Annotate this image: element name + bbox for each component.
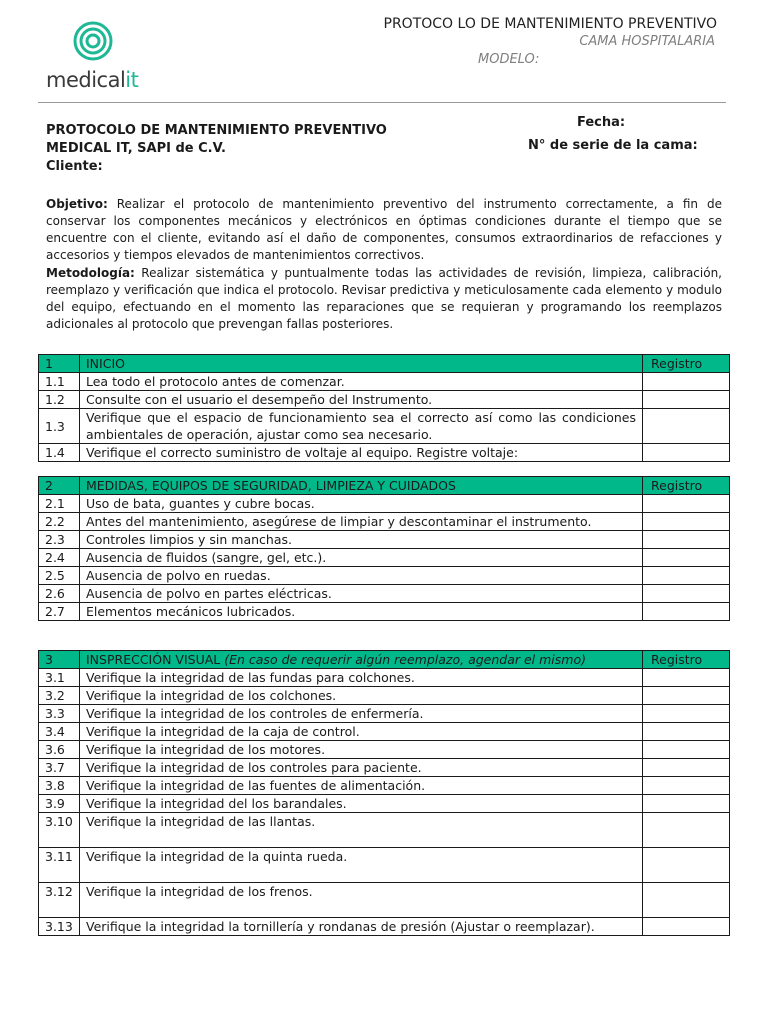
objective-label: Objetivo: <box>46 197 108 211</box>
row-number: 3.11 <box>39 848 80 883</box>
objective-paragraph <box>46 196 722 264</box>
table-row <box>39 409 730 444</box>
row-number: 3.9 <box>39 795 80 813</box>
registro-cell[interactable] <box>643 883 730 918</box>
section-title <box>80 651 643 669</box>
section-note: (En caso de requerir algún reemplazo, agendar el mismo) <box>224 652 586 667</box>
table-row <box>39 669 730 687</box>
table-row <box>39 883 730 918</box>
date-label: Fecha: <box>577 115 626 130</box>
company-name: MEDICAL IT, SAPI de C.V. <box>46 141 226 156</box>
registro-cell[interactable] <box>643 495 730 513</box>
registro-cell[interactable] <box>643 687 730 705</box>
row-text: Verifique la integridad de las fundas para colchones. <box>80 669 643 687</box>
section-title: INICIO <box>80 355 643 373</box>
section-number: 2 <box>39 477 80 495</box>
row-number: 3.7 <box>39 759 80 777</box>
registro-cell[interactable] <box>643 848 730 883</box>
protocol-title: PROTOCOLO DE MANTENIMIENTO PREVENTIVO <box>46 123 387 138</box>
table-row <box>39 567 730 585</box>
table-inicio <box>38 354 730 462</box>
row-number: 2.4 <box>39 549 80 567</box>
registro-header: Registro <box>643 355 730 373</box>
row-number: 2.3 <box>39 531 80 549</box>
table-row <box>39 585 730 603</box>
row-text: Verifique la integridad de la quinta rueda. <box>80 848 643 883</box>
row-number: 2.1 <box>39 495 80 513</box>
registro-cell[interactable] <box>643 409 730 444</box>
row-number: 3.10 <box>39 813 80 848</box>
table-row <box>39 531 730 549</box>
row-number: 1.3 <box>39 409 80 444</box>
table-row <box>39 549 730 567</box>
row-number: 3.3 <box>39 705 80 723</box>
row-text: Verifique la integridad de los frenos. <box>80 883 643 918</box>
table-row <box>39 495 730 513</box>
registro-cell[interactable] <box>643 567 730 585</box>
document-header-subtitle: CAMA HOSPITALARIA <box>579 34 715 49</box>
methodology-text: Realizar sistemática y puntualmente todas las actividades de revisión, limpieza, calibración, reemplazo y verificación que indica el protocolo. Revisar predictiva y meticulosamente cada elemento y modulo del equipo, efectuando en el momento las reparaciones que se requieran y programando los reemplazos adicionales al protocolo que prevengan fallas posteriores. <box>46 266 722 331</box>
row-text: Verifique la integridad de los controles de enfermería. <box>80 705 643 723</box>
table-row <box>39 848 730 883</box>
registro-cell[interactable] <box>643 513 730 531</box>
registro-header: Registro <box>643 477 730 495</box>
document-header-title: PROTOCO LO DE MANTENIMIENTO PREVENTIVO <box>383 16 717 32</box>
row-text: Verifique la integridad de las fuentes de alimentación. <box>80 777 643 795</box>
row-text: Verifique que el espacio de funcionamiento sea el correcto así como las condiciones ambientales de operación, ajustar como sea necesario. <box>80 409 643 444</box>
table-row <box>39 741 730 759</box>
model-label: MODELO: <box>478 52 540 67</box>
header-divider <box>38 102 726 103</box>
table-row <box>39 723 730 741</box>
table-header-row <box>39 477 730 495</box>
logo-rings-icon <box>72 20 114 62</box>
row-number: 3.2 <box>39 687 80 705</box>
row-text: Verifique la integridad de los controles para paciente. <box>80 759 643 777</box>
registro-cell[interactable] <box>643 373 730 391</box>
table-medidas-seguridad <box>38 476 730 621</box>
row-text: Verifique la integridad del los barandales. <box>80 795 643 813</box>
table-row <box>39 777 730 795</box>
table-row <box>39 513 730 531</box>
logo-wordmark: medicalit <box>46 68 139 92</box>
row-text: Antes del mantenimiento, asegúrese de limpiar y descontaminar el instrumento. <box>80 513 643 531</box>
registro-cell[interactable] <box>643 549 730 567</box>
row-number: 2.5 <box>39 567 80 585</box>
registro-cell[interactable] <box>643 669 730 687</box>
registro-cell[interactable] <box>643 603 730 621</box>
registro-cell[interactable] <box>643 918 730 936</box>
section-number: 3 <box>39 651 80 669</box>
company-logo <box>44 20 144 96</box>
row-number: 2.2 <box>39 513 80 531</box>
row-text: Verifique la integridad la tornillería y rondanas de presión (Ajustar o reemplazar). <box>80 918 643 936</box>
table-row <box>39 795 730 813</box>
row-text: Verifique la integridad de los motores. <box>80 741 643 759</box>
registro-cell[interactable] <box>643 723 730 741</box>
row-number: 3.12 <box>39 883 80 918</box>
section-title-text: INSPRECCIÓN VISUAL <box>86 652 221 667</box>
table-row <box>39 444 730 462</box>
row-text: Verifique la integridad de las llantas. <box>80 813 643 848</box>
row-number: 3.1 <box>39 669 80 687</box>
row-text: Elementos mecánicos lubricados. <box>80 603 643 621</box>
row-text: Verifique el correcto suministro de voltaje al equipo. Registre voltaje: <box>80 444 643 462</box>
registro-cell[interactable] <box>643 813 730 848</box>
table-row <box>39 705 730 723</box>
objective-text: Realizar el protocolo de mantenimiento preventivo del instrumento correctamente, a fin de conservar los componentes mecánicos y electrónicos en óptimas condiciones durante el tiempo que se encuentre con el cliente, evitando así el daño de componentes, consumos extraordinarios de refacciones y accesorios y tiempos elevados de mantenimientos correctivos. <box>46 197 722 262</box>
registro-cell[interactable] <box>643 777 730 795</box>
section-number: 1 <box>39 355 80 373</box>
section-title: MEDIDAS, EQUIPOS DE SEGURIDAD, LIMPIEZA Y CUIDADOS <box>80 477 643 495</box>
row-number: 3.6 <box>39 741 80 759</box>
row-text: Ausencia de fluidos (sangre, gel, etc.). <box>80 549 643 567</box>
row-text: Uso de bata, guantes y cubre bocas. <box>80 495 643 513</box>
row-text: Ausencia de polvo en ruedas. <box>80 567 643 585</box>
registro-cell[interactable] <box>643 391 730 409</box>
registro-cell[interactable] <box>643 795 730 813</box>
row-number: 2.6 <box>39 585 80 603</box>
row-number: 1.1 <box>39 373 80 391</box>
table-header-row <box>39 651 730 669</box>
serial-number-label: N° de serie de la cama: <box>528 138 698 153</box>
table-header-row <box>39 355 730 373</box>
table-inspeccion-visual <box>38 650 730 936</box>
row-number: 3.4 <box>39 723 80 741</box>
methodology-paragraph <box>46 265 722 333</box>
registro-cell[interactable] <box>643 531 730 549</box>
registro-cell[interactable] <box>643 741 730 759</box>
registro-cell[interactable] <box>643 759 730 777</box>
row-number: 1.2 <box>39 391 80 409</box>
row-text: Consulte con el usuario el desempeño del Instrumento. <box>80 391 643 409</box>
table-row <box>39 813 730 848</box>
table-row <box>39 373 730 391</box>
table-row <box>39 391 730 409</box>
registro-cell[interactable] <box>643 444 730 462</box>
row-text: Verifique la integridad de la caja de control. <box>80 723 643 741</box>
client-label: Cliente: <box>46 159 103 174</box>
row-text: Controles limpios y sin manchas. <box>80 531 643 549</box>
table-row <box>39 918 730 936</box>
row-number: 1.4 <box>39 444 80 462</box>
registro-cell[interactable] <box>643 585 730 603</box>
table-row <box>39 759 730 777</box>
row-text: Verifique la integridad de los colchones. <box>80 687 643 705</box>
row-number: 2.7 <box>39 603 80 621</box>
row-text: Ausencia de polvo en partes eléctricas. <box>80 585 643 603</box>
registro-cell[interactable] <box>643 705 730 723</box>
table-row <box>39 603 730 621</box>
table-row <box>39 687 730 705</box>
registro-header: Registro <box>643 651 730 669</box>
methodology-label: Metodología: <box>46 266 135 280</box>
row-text: Lea todo el protocolo antes de comenzar. <box>80 373 643 391</box>
row-number: 3.8 <box>39 777 80 795</box>
info-block <box>46 122 387 176</box>
row-number: 3.13 <box>39 918 80 936</box>
